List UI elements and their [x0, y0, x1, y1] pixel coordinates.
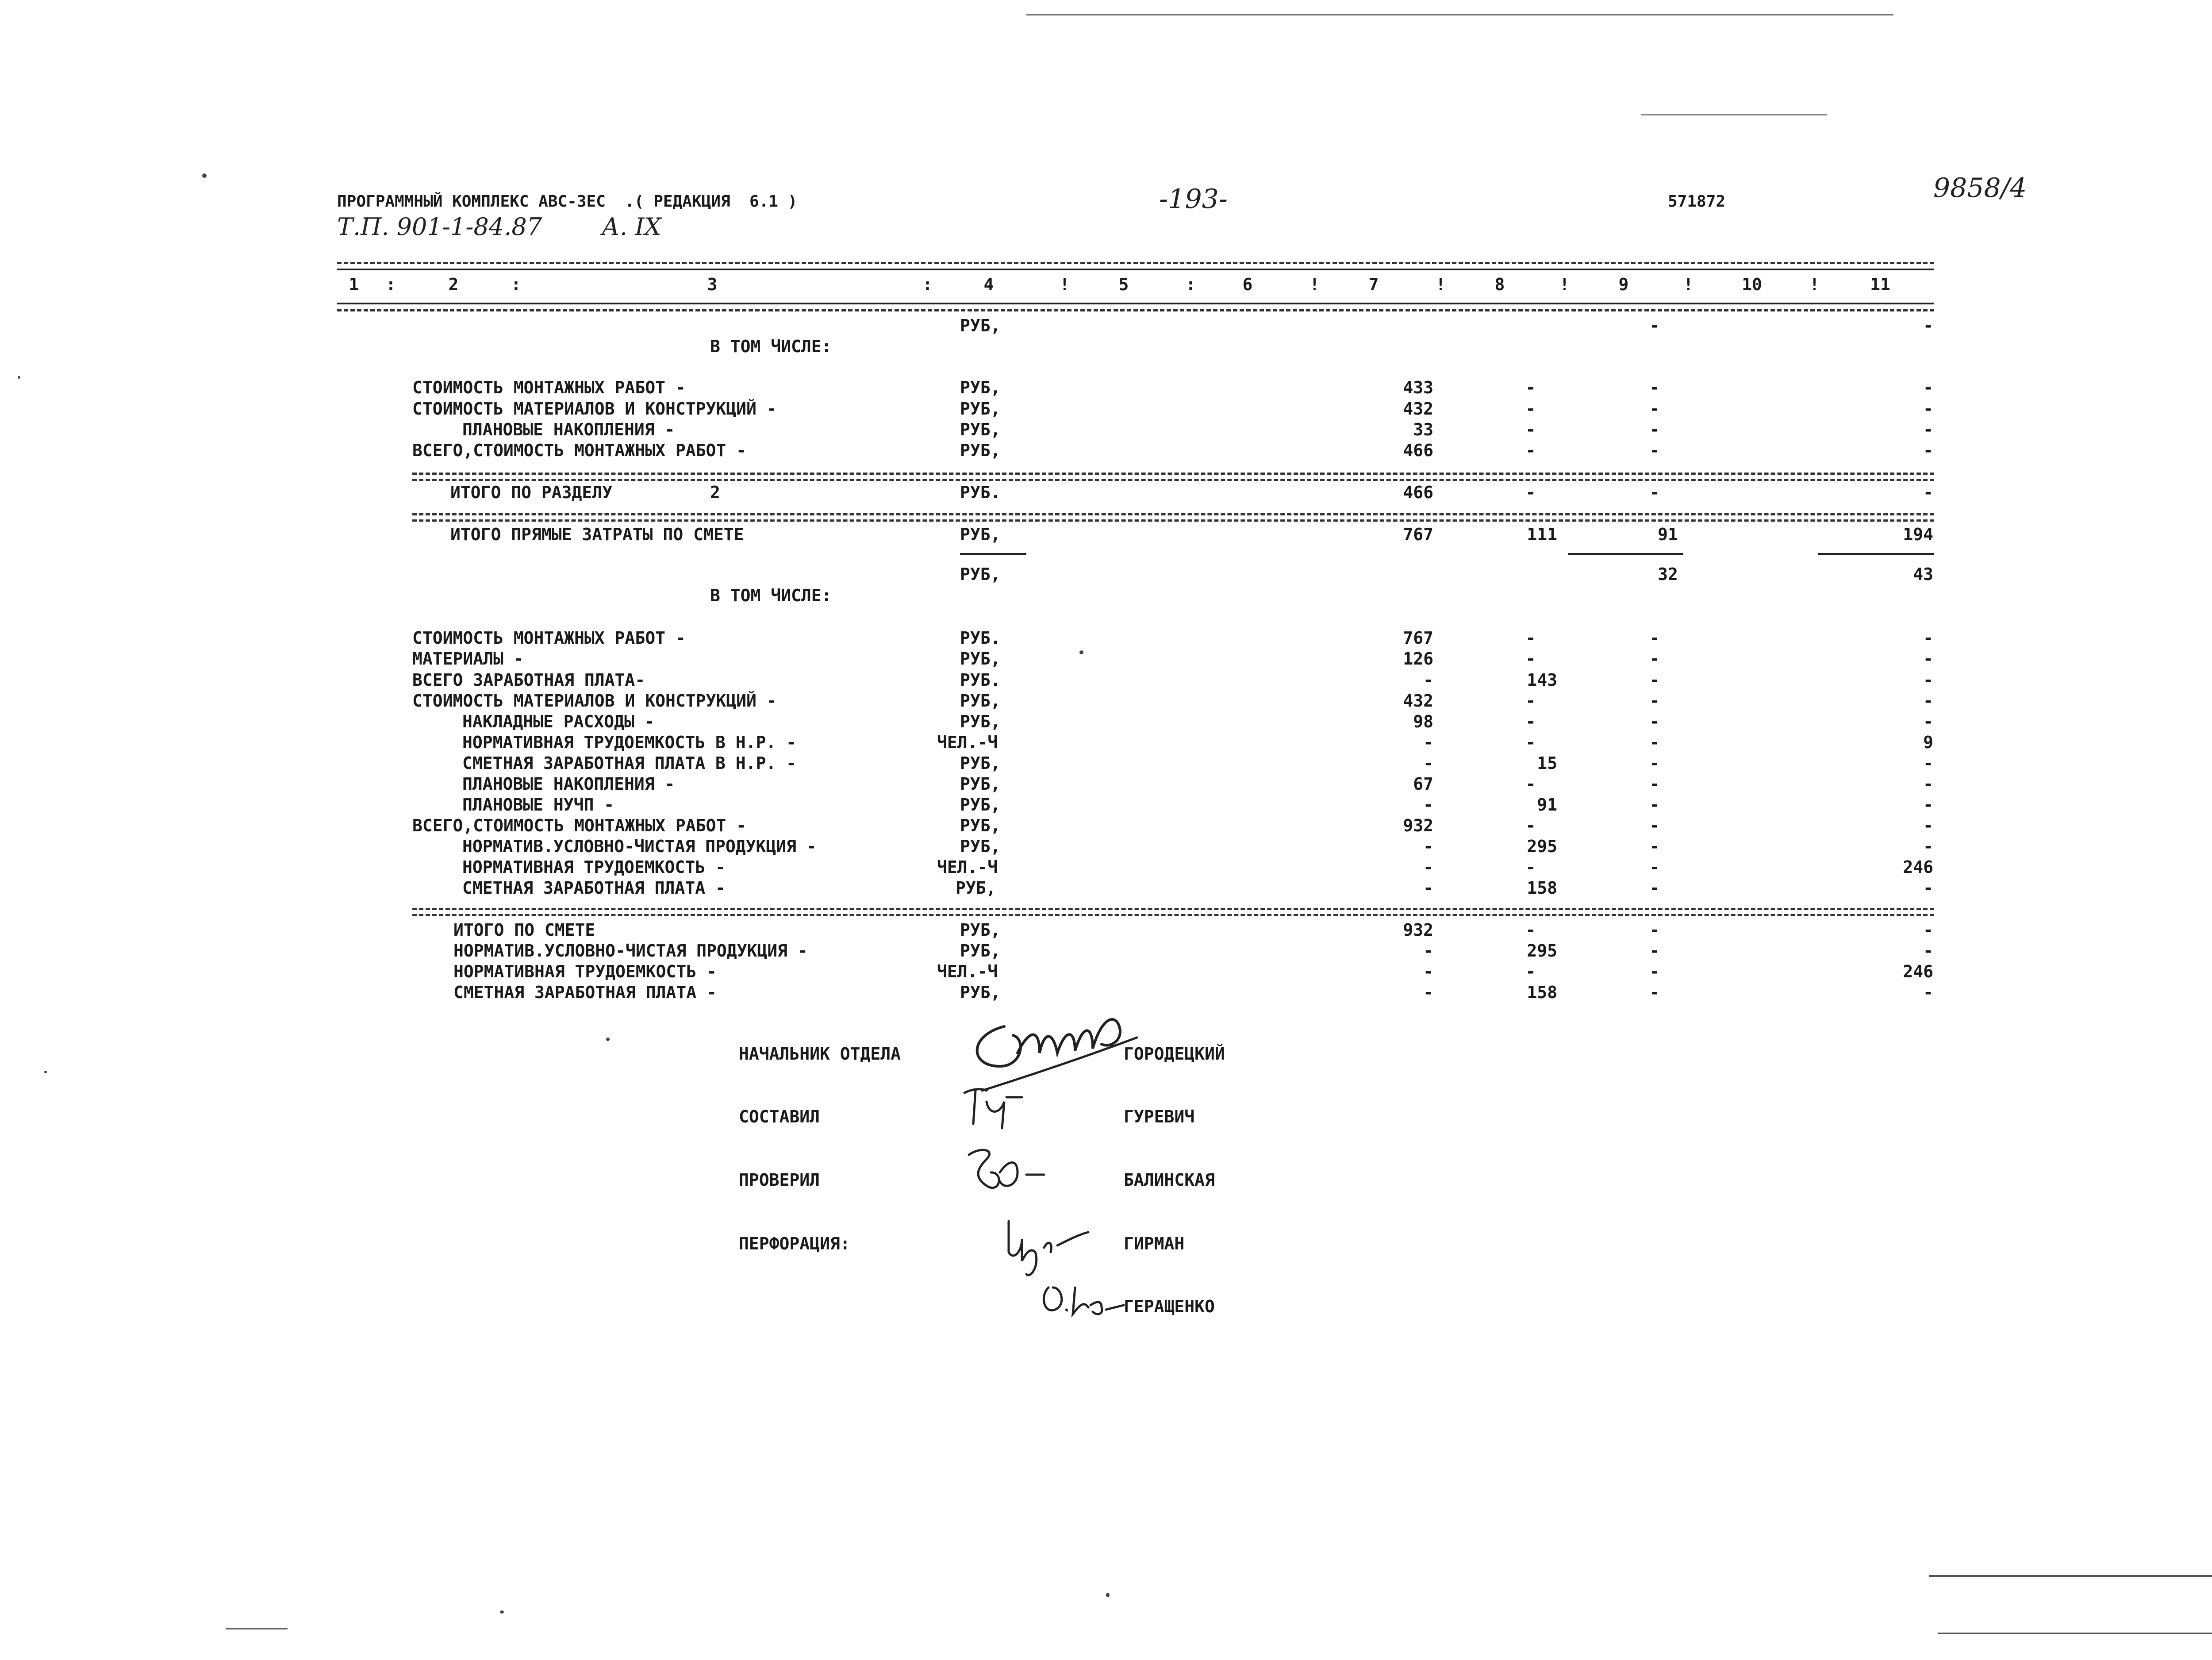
cell-col9: -: [1649, 962, 1660, 981]
cell-col8: -: [1525, 441, 1536, 460]
cell-col8: -: [1525, 420, 1536, 439]
unit-cell: РУБ,: [960, 420, 1001, 439]
row-label: СМЕТНАЯ ЗАРАБОТНАЯ ПЛАТА -: [453, 983, 717, 1002]
cell-col11: -: [1923, 712, 1933, 731]
unit-cell: РУБ,: [960, 983, 1001, 1002]
sheet-mark: 9858/4: [1933, 173, 2027, 204]
section-rule: [412, 519, 1934, 522]
section-rule: [412, 914, 1934, 916]
signature-name: ГИРМАН: [1124, 1234, 1185, 1253]
unit-cell: РУБ,: [960, 525, 1001, 544]
cell-col7: 767: [1403, 525, 1433, 544]
cell-col11: -: [1923, 691, 1933, 711]
unit-cell: РУБ,: [960, 920, 1001, 940]
cell-col11: -: [1923, 941, 1933, 961]
cell-col11: -: [1923, 795, 1933, 815]
unit-cell: РУБ,: [960, 691, 1001, 711]
cell-col9: -: [1649, 774, 1660, 794]
cell-col7: -: [1423, 941, 1433, 961]
cell-col8: -: [1525, 399, 1536, 419]
section-number: 2: [710, 483, 720, 502]
scan-speck: [1079, 650, 1083, 654]
cell-col8: -: [1525, 628, 1536, 648]
underline: [960, 553, 1026, 555]
cell-col7: -: [1423, 753, 1433, 773]
cell-col11: -: [1923, 649, 1933, 669]
scan-edge-line: [1929, 1575, 2212, 1577]
cell-col9: -: [1649, 628, 1660, 648]
column-separator: !: [1060, 275, 1070, 294]
cell-col7: 433: [1403, 378, 1433, 397]
cell-col11: -: [1923, 983, 1933, 1002]
unit-cell: ЧЕЛ.-Ч: [937, 857, 998, 877]
row-label: СТОИМОСТЬ МОНТАЖНЫХ РАБОТ -: [412, 628, 686, 648]
signature-name: БАЛИНСКАЯ: [1124, 1170, 1215, 1190]
cell-col7: 767: [1403, 628, 1433, 648]
cell-col11: 9: [1923, 733, 1933, 752]
signature-name: ГОРОДЕЦКИЙ: [1124, 1044, 1225, 1064]
section-rule: [412, 908, 1934, 910]
cell-col9: -: [1649, 816, 1660, 835]
cell-col11: -: [1923, 920, 1933, 940]
signature-name: ГЕРАЩЕНКО: [1124, 1297, 1215, 1316]
header-bottom-rule: [337, 303, 1934, 304]
unit-cell: РУБ,: [960, 565, 1001, 584]
cell-col8: -: [1525, 691, 1536, 711]
cell-col8: -: [1525, 774, 1536, 794]
cell-col7: 432: [1403, 399, 1433, 419]
cell-col9: 91: [1658, 525, 1678, 544]
column-header: 11: [1870, 275, 1890, 294]
cell-col9: -: [1649, 941, 1660, 961]
row-label: НОРМАТИВНАЯ ТРУДОЕМКОСТЬ -: [462, 857, 726, 877]
column-header: 3: [707, 275, 718, 294]
cell-col8: -: [1525, 816, 1536, 835]
section-rule: [412, 473, 1934, 475]
signature-role: НАЧАЛЬНИК ОТДЕЛА: [739, 1044, 901, 1064]
cell-col7: 932: [1403, 920, 1433, 940]
cell-col11: -: [1923, 399, 1933, 419]
row-label: СМЕТНАЯ ЗАРАБОТНАЯ ПЛАТА В Н.Р. -: [462, 753, 796, 773]
row-label: СТОИМОСТЬ МАТЕРИАЛОВ И КОНСТРУКЦИЙ -: [412, 691, 777, 711]
column-header: 6: [1242, 275, 1253, 294]
cell-col7: 466: [1403, 441, 1433, 460]
unit-cell: РУБ.: [960, 670, 1001, 690]
column-separator: :: [1186, 275, 1196, 294]
column-header: 2: [448, 275, 459, 294]
column-header: 10: [1742, 275, 1762, 294]
cell-col7: -: [1423, 795, 1433, 815]
scan-edge-line: [1026, 14, 1893, 15]
cell-col8: -: [1525, 378, 1536, 397]
cell-col9: -: [1649, 670, 1660, 690]
cell-col7: -: [1423, 837, 1433, 856]
unit-cell: РУБ,: [960, 753, 1001, 773]
cell-col8: 111: [1527, 525, 1557, 544]
cell-col8: 143: [1527, 670, 1557, 690]
cell-col8: -: [1525, 733, 1536, 752]
cell-col7: 126: [1403, 649, 1433, 669]
cell-col7: 932: [1403, 816, 1433, 835]
unit-cell: РУБ,: [960, 712, 1001, 731]
checker-signature: [956, 1141, 1053, 1203]
column-header: 1: [349, 275, 359, 294]
underline: [1818, 553, 1934, 555]
cell-col9: 32: [1658, 565, 1678, 584]
row-label: ВСЕГО ЗАРАБОТНАЯ ПЛАТА-: [412, 670, 645, 690]
scan-speck: [202, 173, 207, 178]
unit-cell: РУБ,: [960, 837, 1001, 856]
cell-col9: -: [1649, 837, 1660, 856]
cell-col7: -: [1423, 857, 1433, 877]
section-rule: [412, 479, 1934, 481]
column-separator: :: [386, 275, 396, 294]
scan-edge-line: [1641, 114, 1827, 115]
cell-col11: -: [1923, 483, 1933, 502]
unit-cell: РУБ,: [960, 378, 1001, 397]
scan-speck: [500, 1610, 504, 1614]
cell-col9: -: [1649, 712, 1660, 731]
cell-col7: -: [1423, 983, 1433, 1002]
column-header: 4: [983, 275, 994, 294]
cell-col9: -: [1649, 795, 1660, 815]
cell-col11: -: [1923, 316, 1933, 335]
cell-col9: -: [1649, 316, 1660, 335]
cell-col9: -: [1649, 420, 1660, 439]
cell-col8: -: [1525, 857, 1536, 877]
cell-col8: -: [1525, 649, 1536, 669]
underline: [1568, 553, 1683, 555]
column-separator: !: [1683, 275, 1694, 294]
scan-speck: [18, 376, 20, 379]
cell-col8: 295: [1527, 837, 1557, 856]
row-label: ВСЕГО,СТОИМОСТЬ МОНТАЖНЫХ РАБОТ -: [412, 441, 746, 460]
cell-col7: -: [1423, 878, 1433, 898]
column-separator: !: [1310, 275, 1320, 294]
cell-col11: -: [1923, 878, 1933, 898]
section-rule: [412, 513, 1934, 515]
column-separator: :: [922, 275, 933, 294]
author-signature: [956, 1080, 1026, 1133]
cell-col8: 295: [1527, 941, 1557, 961]
row-label: НОРМАТИВ.УСЛОВНО-ЧИСТАЯ ПРОДУКЦИЯ -: [453, 941, 808, 961]
column-header: 8: [1494, 275, 1505, 294]
scan-speck: [44, 1071, 47, 1073]
header-top-rule: [337, 262, 1934, 264]
scan-edge-line: [226, 1628, 288, 1629]
signature-name: ГУРЕВИЧ: [1124, 1107, 1195, 1126]
unit-cell: РУБ,: [960, 816, 1001, 835]
cell-col11: -: [1923, 753, 1933, 773]
row-label: СМЕТНАЯ ЗАРАБОТНАЯ ПЛАТА -: [462, 878, 726, 898]
cell-col9: -: [1649, 378, 1660, 397]
cell-col9: -: [1649, 483, 1660, 502]
unit-cell: РУБ.: [960, 628, 1001, 648]
cell-col7: 98: [1413, 712, 1433, 731]
album-mark: А. IX: [602, 213, 661, 241]
row-label: СТОИМОСТЬ МОНТАЖНЫХ РАБОТ -: [412, 378, 686, 397]
unit-cell: РУБ,: [960, 649, 1001, 669]
cell-col7: 67: [1413, 774, 1433, 794]
cell-col8: 15: [1537, 753, 1557, 773]
unit-cell: РУБ,: [960, 399, 1001, 419]
cell-col9: -: [1649, 753, 1660, 773]
scan-edge-line: [1938, 1633, 2212, 1634]
unit-cell: ЧЕЛ.-Ч: [937, 962, 998, 981]
cell-col8: -: [1525, 483, 1536, 502]
header-top-rule-2: [337, 269, 1934, 270]
cell-col11: -: [1923, 628, 1933, 648]
cell-col11: 246: [1903, 962, 1933, 981]
cell-col11: 43: [1913, 565, 1933, 584]
cell-col9: -: [1649, 878, 1660, 898]
cell-col7: -: [1423, 670, 1433, 690]
cell-col9: -: [1649, 857, 1660, 877]
cell-col9: -: [1649, 399, 1660, 419]
cell-col9: -: [1649, 691, 1660, 711]
cell-col11: -: [1923, 774, 1933, 794]
cell-col8: 158: [1527, 878, 1557, 898]
unit-cell: РУБ,: [960, 941, 1001, 961]
extra-signature: [1035, 1274, 1128, 1323]
cell-col7: 432: [1403, 691, 1433, 711]
row-label: ПЛАНОВЫЕ НАКОПЛЕНИЯ -: [462, 420, 675, 439]
signature-role: ПЕРФОРАЦИЯ:: [739, 1234, 850, 1253]
cell-col9: -: [1649, 920, 1660, 940]
cell-col9: -: [1649, 733, 1660, 752]
unit-cell: РУБ,: [960, 774, 1001, 794]
row-label: ИТОГО ПРЯМЫЕ ЗАТРАТЫ ПО СМЕТЕ: [450, 525, 744, 544]
column-header: 9: [1618, 275, 1629, 294]
row-label: СТОИМОСТЬ МАТЕРИАЛОВ И КОНСТРУКЦИЙ -: [412, 399, 777, 419]
cell-col9: -: [1649, 649, 1660, 669]
column-header: 5: [1118, 275, 1129, 294]
row-label: НАКЛАДНЫЕ РАСХОДЫ -: [462, 712, 655, 731]
page-number: -193-: [1159, 184, 1228, 215]
cell-col8: -: [1525, 712, 1536, 731]
cell-col11: -: [1923, 378, 1933, 397]
row-label: ИТОГО ПО СМЕТЕ: [453, 920, 595, 940]
unit-cell: РУБ,: [960, 316, 1001, 335]
cell-col7: 466: [1403, 483, 1433, 502]
cell-col7: 33: [1413, 420, 1433, 439]
project-code: Т.П. 901-1-84.87: [337, 213, 542, 241]
row-label: НОРМАТИВНАЯ ТРУДОЕМКОСТЬ -: [453, 962, 717, 981]
cell-col7: -: [1423, 962, 1433, 981]
header-bottom-rule-2: [337, 309, 1934, 311]
cell-col8: 158: [1527, 983, 1557, 1002]
scan-speck: [606, 1038, 610, 1041]
unit-cell: РУБ,: [960, 795, 1001, 815]
unit-cell: РУБ,: [956, 878, 996, 898]
cell-col8: -: [1525, 920, 1536, 940]
unit-cell: ЧЕЛ.-Ч: [937, 733, 998, 752]
cell-col11: -: [1923, 816, 1933, 835]
unit-cell: РУБ.: [960, 483, 1001, 502]
section-subheading: В ТОМ ЧИСЛЕ:: [710, 337, 832, 356]
column-separator: !: [1559, 275, 1570, 294]
signature-role: ПРОВЕРИЛ: [739, 1170, 820, 1190]
program-header: ПРОГРАММНЫЙ КОМПЛЕКС АВС-3ЕС .( РЕДАКЦИЯ 6.1 ): [337, 192, 798, 211]
row-label: МАТЕРИАЛЫ -: [412, 649, 524, 669]
cell-col11: -: [1923, 420, 1933, 439]
cell-col7: -: [1423, 733, 1433, 752]
cell-col11: 246: [1903, 857, 1933, 877]
row-label: ИТОГО ПО РАЗДЕЛУ: [450, 483, 613, 502]
row-label: ВСЕГО,СТОИМОСТЬ МОНТАЖНЫХ РАБОТ -: [412, 816, 746, 835]
cell-col11: -: [1923, 441, 1933, 460]
cell-col11: -: [1923, 670, 1933, 690]
cell-col8: -: [1525, 962, 1536, 981]
section-subheading: В ТОМ ЧИСЛЕ:: [710, 586, 832, 605]
row-label: НОРМАТИВ.УСЛОВНО-ЧИСТАЯ ПРОДУКЦИЯ -: [462, 837, 817, 856]
cell-col8: 91: [1537, 795, 1557, 815]
column-separator: :: [511, 275, 521, 294]
document-number: 571872: [1668, 192, 1726, 211]
unit-cell: РУБ,: [960, 441, 1001, 460]
column-separator: !: [1809, 275, 1820, 294]
scan-speck: [1106, 1593, 1110, 1597]
row-label: НОРМАТИВНАЯ ТРУДОЕМКОСТЬ В Н.Р. -: [462, 733, 796, 752]
cell-col9: -: [1649, 441, 1660, 460]
column-separator: !: [1436, 275, 1446, 294]
cell-col11: 194: [1903, 525, 1933, 544]
row-label: ПЛАНОВЫЕ НАКОПЛЕНИЯ -: [462, 774, 675, 794]
cell-col9: -: [1649, 983, 1660, 1002]
signature-role: СОСТАВИЛ: [739, 1107, 820, 1126]
column-header: 7: [1368, 275, 1379, 294]
row-label: ПЛАНОВЫЕ НУЧП -: [462, 795, 614, 815]
cell-col11: -: [1923, 837, 1933, 856]
